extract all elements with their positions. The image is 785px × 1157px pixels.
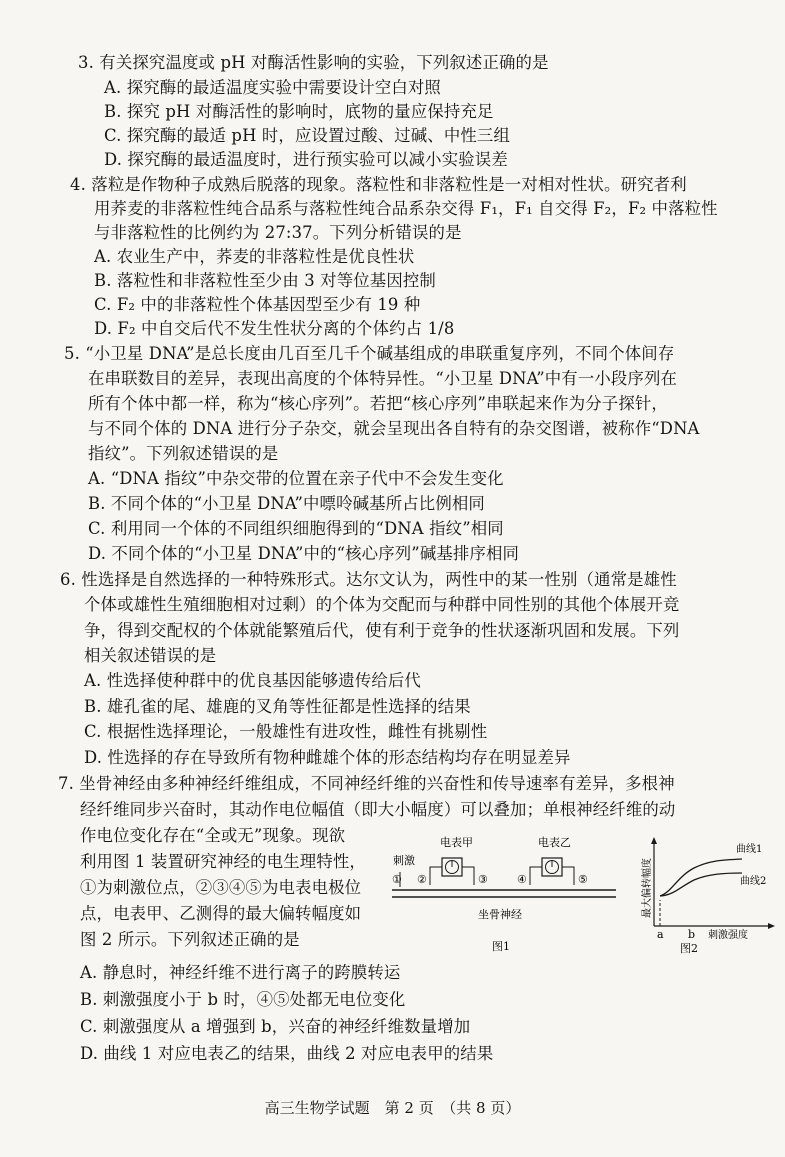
q5-option-a: A. “DNA 指纹”中杂交带的位置在亲子代中不会发生变化	[88, 469, 504, 488]
q7-option-b: B. 刺激强度小于 b 时，④⑤处都无电位变化	[80, 990, 406, 1009]
meter-b-lead-right	[562, 867, 574, 885]
q5-option-b: B. 不同个体的“小卫星 DNA”中嘌呤碱基所占比例相同	[88, 494, 485, 513]
q6-option-a: A. 性选择使种群中的优良基因能够遗传给后代	[84, 671, 421, 690]
q3-stem-line: 3. 有关探究温度或 pH 对酶活性影响的实验，下列叙述正确的是	[78, 53, 549, 72]
q7-option-d: D. 曲线 1 对应电表乙的结果，曲线 2 对应电表甲的结果	[80, 1044, 494, 1063]
q3-option-b: B. 探究 pH 对酶活性的影响时，底物的量应保持充足	[104, 102, 494, 121]
q7-option-a: A. 静息时，神经纤维不进行离子的跨膜转运	[80, 963, 401, 982]
figure-1-diagram	[390, 832, 620, 960]
figure-2-caption: 图2	[680, 942, 698, 955]
q5-stem-line: 在串联数目的差异，表现出高度的个体特异性。“小卫星 DNA”中有一小段序列在	[88, 369, 678, 388]
q5-option-c: C. 利用同一个体的不同组织细胞得到的“DNA 指纹”相同	[88, 519, 504, 538]
q4-stem-line: 与非落粒性的比例约为 27:37。下列分析错误的是	[94, 223, 462, 242]
q4-option-d: D. F₂ 中自交后代不发生性状分离的个体约占 1/8	[94, 319, 455, 338]
q4-stem-line: 4. 落粒是作物种子成熟后脱落的现象。落粒性和非落粒性是一对相对性状。研究者利	[70, 175, 687, 194]
y-axis-arrow	[651, 837, 657, 844]
point-5-label: ⑤	[578, 873, 588, 886]
q6-option-d: D. 性选择的存在导致所有物种雌雄个体的形态结构均存在明显差异	[84, 748, 571, 767]
q7-stem-line: 点，电表甲、乙测得的最大偏转幅度如	[80, 904, 362, 923]
x-axis-arrow	[768, 923, 775, 929]
q6-option-c: C. 根据性选择理论，一般雄性有进攻性，雌性有挑剔性	[84, 722, 488, 741]
q6-stem-line: 个体或雄性生殖细胞相对过剩）的个体为交配而与种群中同性别的其他个体展开竞	[84, 595, 680, 614]
point-4-label: ④	[517, 873, 527, 886]
y-axis-label: 最大偏转幅度	[642, 858, 653, 918]
page-footer: 高三生物学试题 第 2 页 （共 8 页）	[264, 1099, 521, 1117]
q5-stem-line: 所有个体中都一样，称为“核心序列”。若把“核心序列”串联起来作为分子探针，	[88, 394, 668, 413]
q6-stem-line: 6. 性选择是自然选择的一种特殊形式。达尔文认为，两性中的某一性别（通常是雄性	[60, 570, 677, 589]
q7-option-c: C. 刺激强度从 a 增强到 b，兴奋的神经纤维数量增加	[80, 1017, 471, 1036]
meter-a-label: 电表甲	[440, 836, 473, 849]
tick-b-label: b	[688, 928, 696, 941]
meter-a-lead-right	[462, 867, 474, 885]
q3-option-c: C. 探究酶的最适 pH 时，应设置过酸、过碱、中性三组	[104, 126, 510, 145]
q5-stem-line: 与不同个体的 DNA 进行分子杂交，就会呈现出各自特有的杂交图谱，被称作“DNA	[88, 419, 700, 438]
q5-option-d: D. 不同个体的“小卫星 DNA”中的“核心序列”碱基排序相同	[88, 544, 520, 563]
q7-stem-line: 作电位变化存在“全或无”现象。现欲	[80, 826, 346, 845]
curve-1-label: 曲线1	[736, 844, 763, 855]
q5-stem-line: 指纹”。下列叙述错误的是	[88, 444, 279, 463]
q6-stem-line: 相关叙述错误的是	[84, 646, 217, 665]
q4-option-c: C. F₂ 中的非落粒性个体基因型至少有 19 种	[94, 295, 421, 314]
q6-option-b: B. 雄孔雀的尾、雄鹿的叉角等性征都是性选择的结果	[84, 697, 471, 716]
point-3-label: ③	[478, 873, 488, 886]
meter-b-label: 电表乙	[538, 836, 571, 849]
curve-2	[660, 873, 742, 896]
meter-a-lead-left	[430, 867, 442, 885]
point-2-label: ②	[417, 873, 427, 886]
q7-stem-line: 利用图 1 装置研究神经的电生理特性，	[80, 852, 366, 871]
nerve-label: 坐骨神经	[478, 908, 522, 921]
point-1-label: ①	[392, 873, 402, 886]
q5-stem-line: 5. “小卫星 DNA”是总长度由几百至几千个碱基组成的串联重复序列，不同个体间存	[64, 344, 675, 363]
q7-stem-line: 7. 坐骨神经由多种神经纤维组成，不同神经纤维的兴奋性和传导速率有差异，多根神	[58, 774, 675, 793]
q3-option-a: A. 探究酶的最适温度实验中需要设计空白对照	[104, 78, 441, 97]
tick-a-label: a	[657, 928, 664, 941]
meter-b-lead-left	[530, 867, 542, 885]
curve-2-label: 曲线2	[740, 876, 767, 887]
q4-option-a: A. 农业生产中，荞麦的非落粒性是优良性状	[94, 247, 415, 266]
figure-2-graph	[632, 832, 778, 960]
q7-stem-line: 图 2 所示。下列叙述正确的是	[80, 930, 300, 949]
q7-stem-line: ①为刺激位点，②③④⑤为电表电极位	[80, 878, 362, 897]
q7-stem-line: 经纤维同步兴奋时，其动作电位幅值（即大小幅度）可以叠加；单根神经纤维的动	[80, 800, 676, 819]
stimulus-label: 刺激	[393, 854, 415, 867]
q6-stem-line: 争，得到交配权的个体就能繁殖后代，使有利于竞争的性状逐渐巩固和发展。下列	[84, 621, 680, 640]
q4-stem-line: 用荞麦的非落粒性纯合品系与落粒性纯合品系杂交得 F₁，F₁ 自交得 F₂，F₂ 中落粒性	[94, 199, 718, 218]
figure-1-caption: 图1	[492, 940, 510, 953]
q3-option-d: D. 探究酶的最适温度时，进行预实验可以减小实验误差	[104, 150, 508, 169]
x-axis-label: 刺激强度	[708, 930, 748, 941]
q4-option-b: B. 落粒性和非落粒性至少由 3 对等位基因控制	[94, 271, 436, 290]
